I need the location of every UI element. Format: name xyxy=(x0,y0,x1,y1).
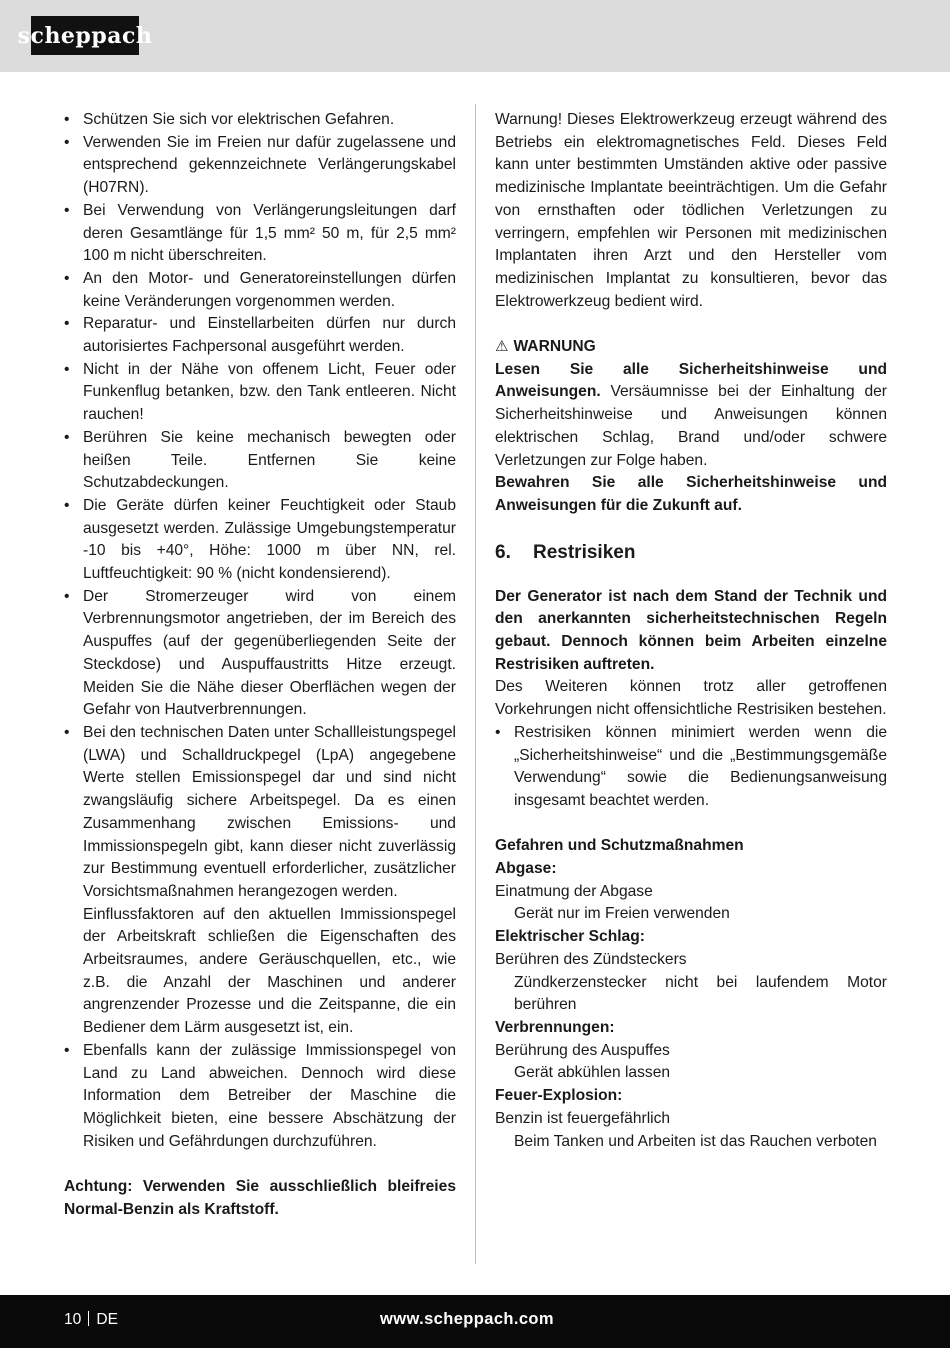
hazard-cause: Einatmung der Abgase xyxy=(495,882,653,900)
warning-bold-text: Lesen Sie alle Sicherheitshinweise und Anweisungen. xyxy=(495,360,887,401)
page-footer xyxy=(0,1295,950,1348)
list-item: • Reparatur- und Einstellarbeiten dürfen nur durch autorisiertes Fachpersonal ausgeführt werden. xyxy=(64,313,456,358)
scheppach-logo: scheppach xyxy=(31,16,139,55)
residual-risk-text: Des Weiteren können trotz aller getroffenen Vorkehrungen nicht offensichtliche Restrisiken bestehen. xyxy=(495,678,887,719)
hazard-category: Feuer-Explosion: xyxy=(495,1087,623,1105)
list-item: • Ebenfalls kann der zulässige Immissionspegel von Land zu Land abweichen. Dennoch wird diese Information dem Betreiber der Maschine die Möglichkeit bieten, eine bessere Abschätzung der Risiken und Gefährdungen durchzuführen. xyxy=(64,1040,456,1154)
warning-text: Versäumnisse bei der Einhaltung der Sicherheitshinweise und Anweisungen können elektrischen Schlag, Brand und/oder schwere Verletzungen zur Folge haben. xyxy=(495,383,887,469)
hazard-cause: Berührung des Auspuffes xyxy=(495,1041,670,1059)
list-item: • Bei den technischen Daten unter Schallleistungspegel (LWA) und Schalldruckpegel (LpA) angegebene Werte stellen Emissionspegel dar und sind nicht zwangsläufig sichere Arbeitspegel. Da es einen Zusammenhang zwischen Emissions- und Immissionspegeln gibt, kann dieser nicht zuverlässig zur Bestimmung eventuell erforderlicher, zusätzlicher Vorsichtsmaßnahmen herangezogen werden. xyxy=(64,722,456,904)
page-header xyxy=(0,0,950,72)
warning-paragraph xyxy=(495,359,887,473)
safety-bullet-list-end xyxy=(64,1040,456,1154)
hazard-measure: Beim Tanken und Arbeiten ist das Rauchen verboten xyxy=(514,1132,877,1150)
emf-warning-paragraph: Warnung! Dieses Elektrowerkzeug erzeugt während des Betriebs ein elektromagnetisches Feld. Dieses Feld kann unter bestimmten Umständen aktive oder passive medizinische Implantate beeinträchtigen. Um die Gefahr von ernsthaften oder tödlichen Verletzungen zu verringern, empfehlen wir Personen mit medizinischen Implantaten ihren Arzt und den Hersteller vom medizinischen Implantat zu konsultieren, bevor das Elektrowerkzeug bedient wird. xyxy=(495,111,887,310)
hazard-cause: Berühren des Zündsteckers xyxy=(495,950,687,968)
list-item: • Der Stromerzeuger wird von einem Verbrennungsmotor angetrieben, der im Bereich des Auspuffes (auf der gegenüberliegenden Seite der Steckdose) und Auspuffaustritts Hitze erzeugt. Meiden Sie die Nähe dieser Oberflächen wegen der Gefahr von Hautverbrennungen. xyxy=(64,586,456,722)
list-item: • Restrisiken können minimiert werden wenn die „Sicherheitshinweise“ und die „Bestimmungsgemäße Verwendung“ sowie die Bedienungsanweisung insgesamt beachtet werden. xyxy=(495,722,887,813)
warning-triangle-icon: ⚠ xyxy=(495,338,509,356)
website-link[interactable]: www.scheppach.com xyxy=(380,1310,554,1328)
hazard-block xyxy=(495,1085,887,1153)
warning-label: WARNUNG xyxy=(513,338,596,356)
page-number: 10 xyxy=(64,1311,82,1328)
list-item: • Bei Verwendung von Verlängerungsleitungen darf deren Gesamtlänge für 1,5 mm² 50 m, für 2,5 mm² 100 m nicht überschreiten. xyxy=(64,200,456,268)
list-item: • Schützen Sie sich vor elektrischen Gefahren. xyxy=(64,109,456,132)
list-item: • An den Motor- und Generatoreinstellungen dürfen keine Veränderungen vorgenommen werden. xyxy=(64,268,456,313)
hazard-measure: Zündkerzenstecker nicht bei laufendem Motor berühren xyxy=(514,973,887,1014)
fuel-attention-note: Achtung: Verwenden Sie ausschließlich bleifreies Normal-Benzin als Kraftstoff. xyxy=(64,1178,456,1218)
hazard-block xyxy=(495,858,887,926)
residual-risk-bold: Der Generator ist nach dem Stand der Technik und den anerkannten sicherheitstechnischen Regeln gebaut. Dennoch können beim Arbeiten einzelne Restrisiken auftreten. xyxy=(495,587,887,673)
hazard-measure: Gerät abkühlen lassen xyxy=(514,1064,671,1082)
page-indicator xyxy=(64,1309,118,1331)
hazards-title: Gefahren und Schutzmaßnahmen xyxy=(495,837,744,855)
hazard-measure: Gerät nur im Freien verwenden xyxy=(514,905,730,923)
hazard-category: Abgase: xyxy=(495,860,557,878)
right-column xyxy=(495,109,887,1153)
hazard-block xyxy=(495,926,887,1017)
section-heading xyxy=(495,538,887,568)
warning-heading xyxy=(495,336,887,359)
safety-bullet-list xyxy=(64,109,456,904)
section-title: Restrisiken xyxy=(533,541,636,563)
section-number: 6. xyxy=(495,541,511,563)
keep-instructions-note: Bewahren Sie alle Sicherheitshinweise und Anweisungen für die Zukunft auf. xyxy=(495,474,887,514)
list-item: • Nicht in der Nähe von offenem Licht, Feuer oder Funkenflug betanken, bzw. den Tank entleeren. Nicht rauchen! xyxy=(64,359,456,427)
hazard-category: Verbrennungen: xyxy=(495,1018,615,1036)
hazard-category: Elektrischer Schlag: xyxy=(495,928,645,946)
column-divider xyxy=(475,104,476,1264)
left-column xyxy=(64,109,456,1221)
hazard-block xyxy=(495,1017,887,1085)
residual-risk-list xyxy=(495,722,887,813)
list-item: • Berühren Sie keine mechanisch bewegten oder heißen Teile. Entfernen Sie keine Schutzabdeckungen. xyxy=(64,427,456,495)
language-code: DE xyxy=(96,1311,119,1328)
list-item: • Verwenden Sie im Freien nur dafür zugelassene und entsprechend gekennzeichnete Verlängerungskabel (H07RN). xyxy=(64,132,456,200)
bullet-continuation: Einflussfaktoren auf den aktuellen Immissionspegel der Arbeitskraft schließen die Eigenschaften des Arbeitsraumes, andere Geräuschquellen, etc., wie z.B. die Anzahl der Maschinen und anderer angrenzender Prozesse und die Zeitspanne, die ein Bediener dem Lärm ausgesetzt ist, ein. xyxy=(83,905,456,1037)
list-item: • Die Geräte dürfen keiner Feuchtigkeit oder Staub ausgesetzt werden. Zulässige Umgebungstemperatur -10 bis +40°, Höhe: 1000 m über NN, rel. Luftfeuchtigkeit: 90 % (nicht kondensierend). xyxy=(64,495,456,586)
hazard-cause: Benzin ist feuergefährlich xyxy=(495,1109,671,1127)
